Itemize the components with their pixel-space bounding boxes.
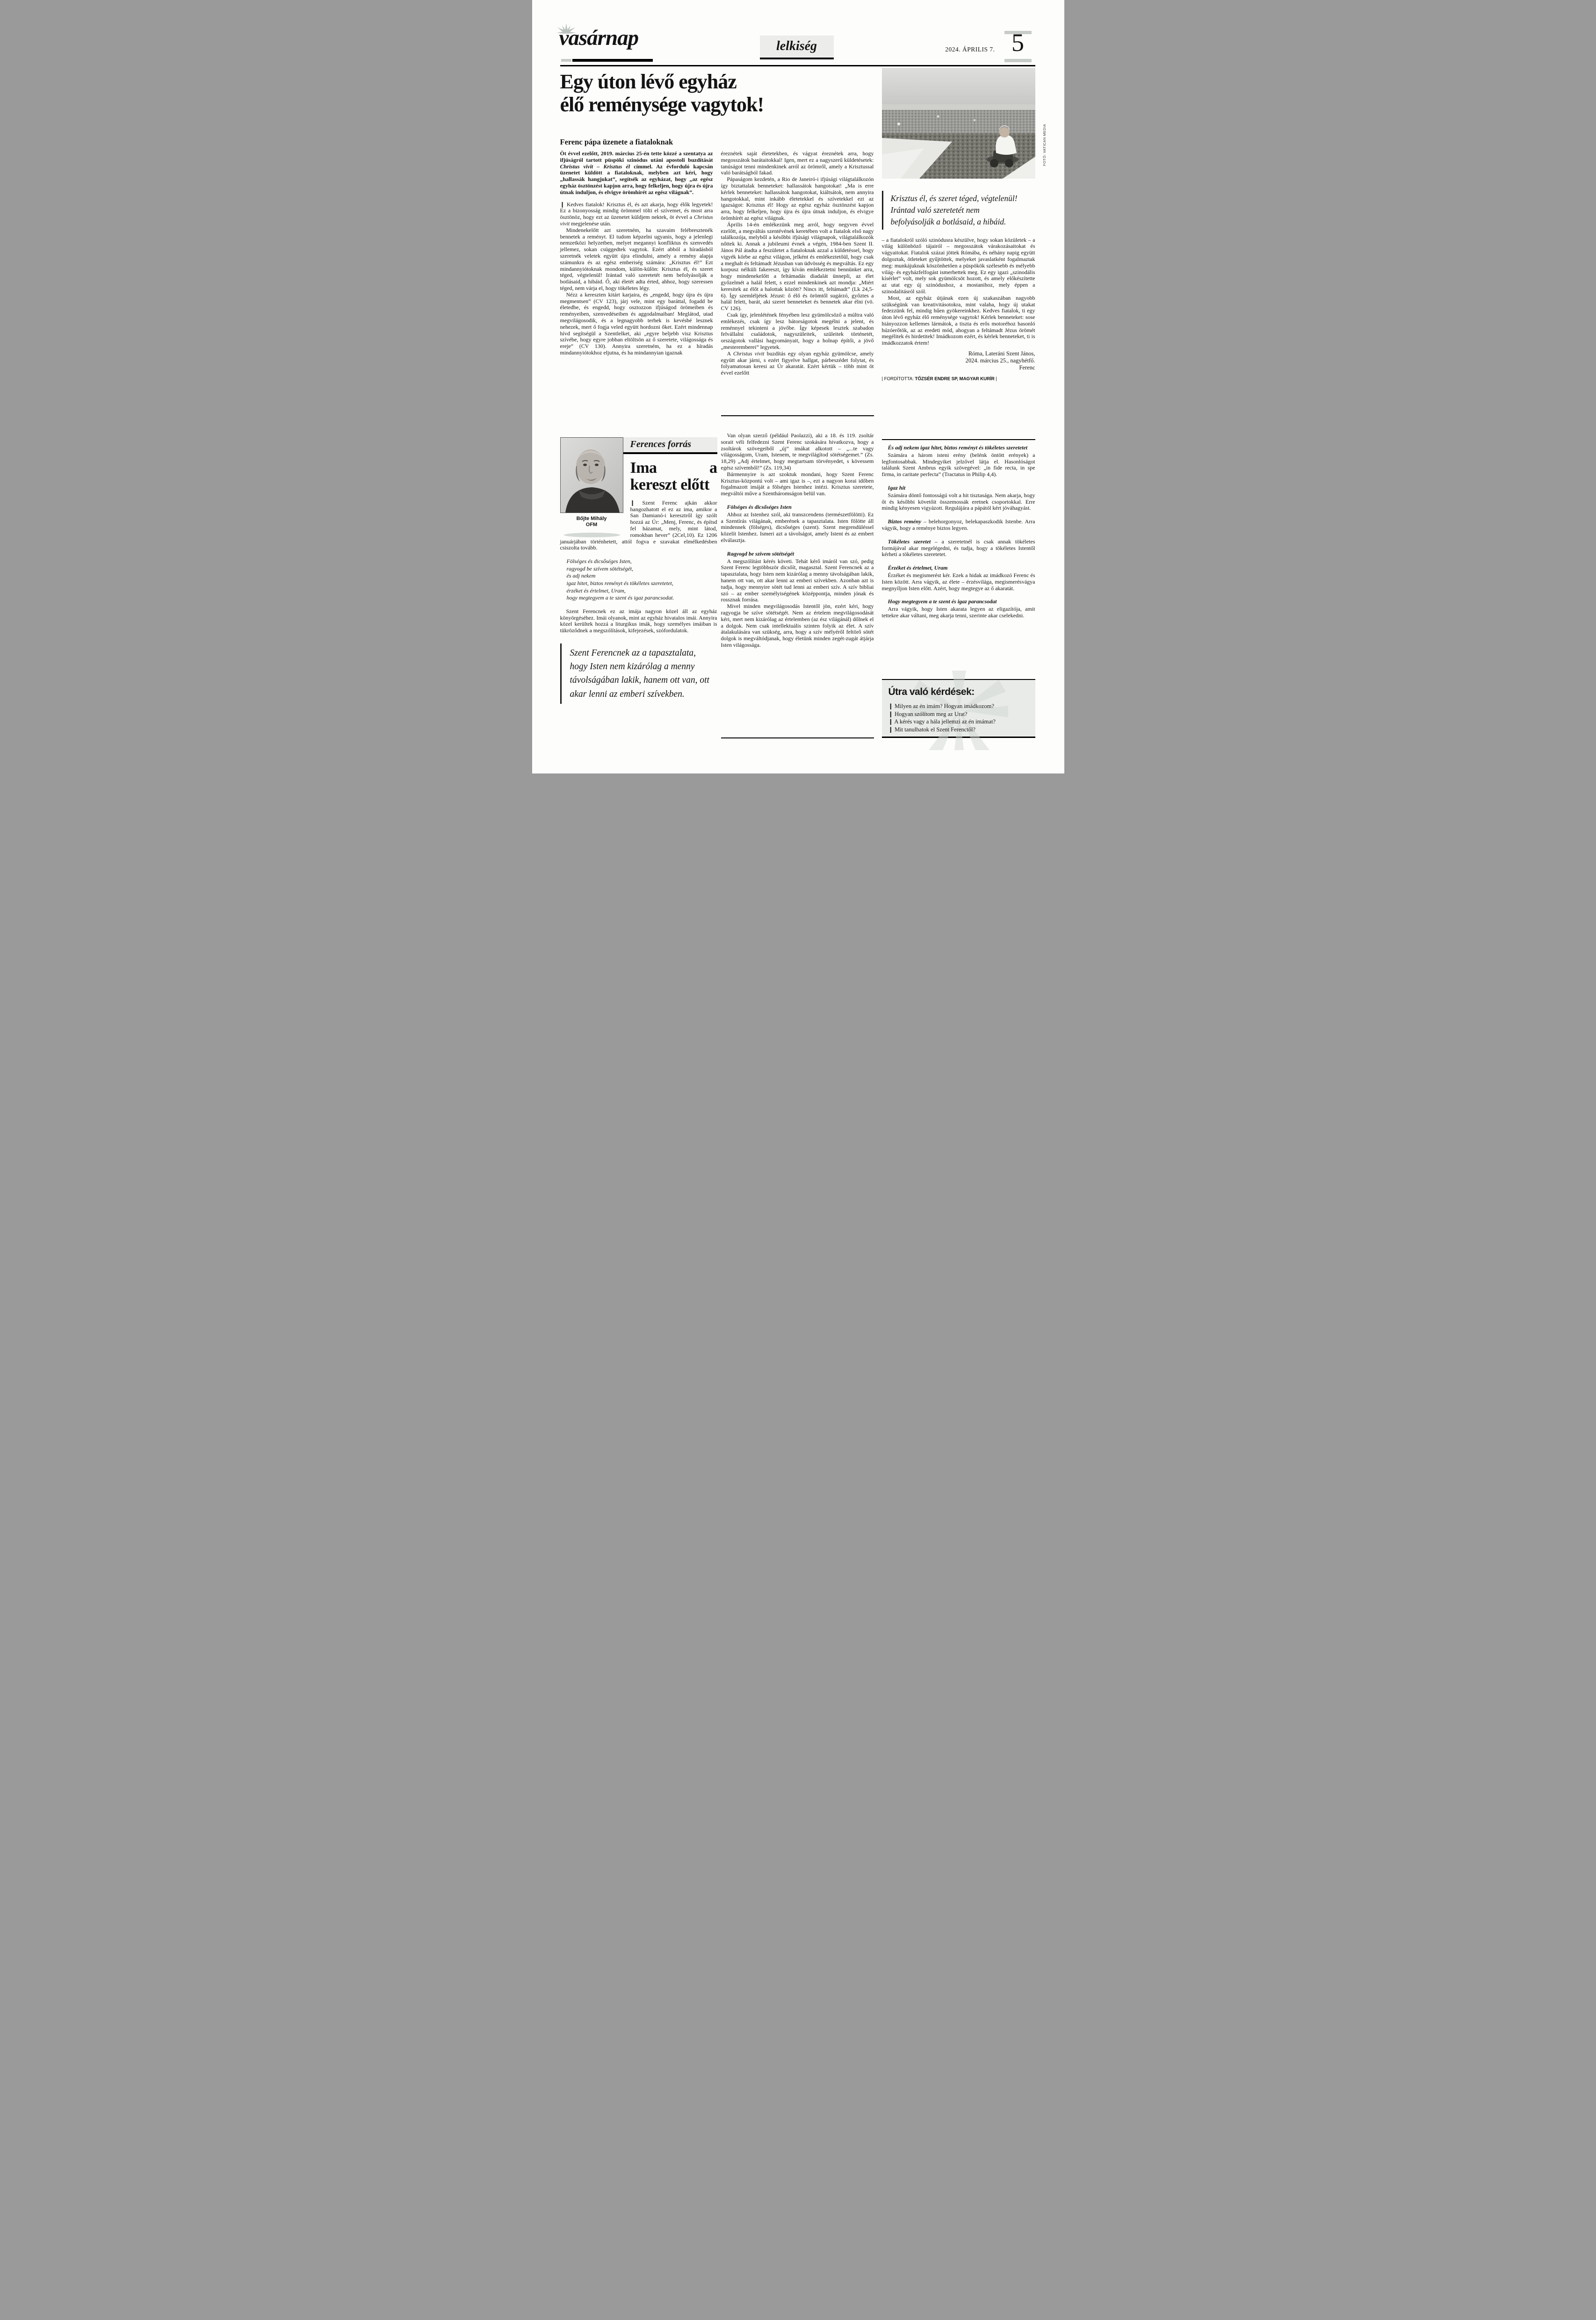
subheading: Érzéket és értelmet, Uram xyxy=(888,564,948,571)
paragraph: Arra vágyik, hogy Isten akarata legyen az eligazítója, amit tettekre akar váltani, meg akarja tenni, szerinte akar cselekedni. xyxy=(881,606,1035,619)
bottom-article-column-1 xyxy=(560,437,717,765)
author-name: Bőjte Mihály xyxy=(576,516,607,521)
paragraph: Tökéletes szeretet – a szeretetnél is csak annak tökéletes formájával akar megelégedni, és tudja, hogy a tökéletes Istentől kérheti a tökéletes szeretetet. xyxy=(881,538,1035,558)
issue-date: 2024. ÁPRILIS 7. xyxy=(945,46,995,53)
kicker-ferences-forras: Ferences forrás xyxy=(560,437,717,454)
questions-box xyxy=(882,679,1035,738)
paragraph: – a fiatalokról szóló szinódusra készülve, hogy sokan közületek – a világ különböző tájairól – megosszátok várakozásaitokat és vágyaitokat. Fiatalok százai jöttek Rómába, és néhány napig együtt dolgoztak, ötleteket gyűjtöttek, melyeket javaslatként fogalmaztak meg: munkájuknak köszönhetően a püspökök szélesebb és mélyebb világ- és egyházfelfogást ismerhettek meg. Ez egy igazi „szinodális kísérlet” volt, mely sok gyümölcsöt hozott, és amely előkészítette az utat egy új szinódushoz, a mostanihoz, mely éppen a szinodalitásról szól. xyxy=(881,236,1035,295)
paragraph: Pápaságom kezdetén, a Rio de Janeiró-i ifjúsági világtalálkozón így biztattalak benneteket: hallassátok hangotokat! „Ma is erre kérlek benneteket: hallassátok hangotokat, kiáltsátok, nem annyira hangotokkal, mint inkább életetekkel és szívetekkel ezt az igazságot: Krisztus él! Hogy az egész egyház ösztönzést kapjon arra, hogy felkeljen, hogy újra és újra útnak induljon, és elvigye örömhírét az egész világnak. xyxy=(721,176,874,221)
paragraph: Mindenekelőtt azt szeretném, ha szavaim felébresztenék bennetek a reményt. El tudom képzelni ugyanis, hogy a jelenlegi nemzetközi helyzetben, melyet megannyi konfliktus és szenvedés jellemez, sokan csüggedtek vagytok. Ezért abból a híradásból szeretnék veletek együtt újra elindulni, amely a remény alapja számunkra és az egész emberiség számára: „Krisztus él!” Ezt mindannyiótoknak mondom, külön-külön: Krisztus él, és szeret téged, végtelenül! Irántad való szeretetét nem befolyásolják a botlásaid, a hibáid. Ő, aki életét adta érted, ahhoz, hogy szeressen téged, nem várja el, hogy tökéletes légy. xyxy=(560,226,713,291)
subheading: Hogy megtegyem a te szent és igaz parancsodat xyxy=(888,598,997,605)
question-item: ❙ A kérés vagy a hála jellemzi az én imámat? xyxy=(888,718,996,725)
prayer-line: hogy megtegyem a te szent és igaz parancsodat. xyxy=(566,594,674,601)
headline-line2: élő reménysége vagytok! xyxy=(560,93,764,116)
paragraph: Nézz a kereszten kitárt karjaira, és „engedd, hogy újra és újra megmentsen” (CV 123), járj vele, mint egy baráttal, fogadd be életedbe, és engedd, hogy osztozzon ifjúságod örömeiben és reményeiben, szenvedéseiben és aggodalmaiban! Meglátod, utad megvilágosodik, és a legnagyobb terhek is kevésbé lesznek nehezek, mert ő fogja veled együtt hordozni őket. Ezért mindennap hívd segítségül a Szentlelket, aki „egyre beljebb visz Krisztus szívébe, hogy egyre jobban eltöltsön az ő szeretete, világossága és ereje” (CV 130). Annyira szeretném, ha ez a híradás mindannyiótokhoz eljutna, és ha mindannyian igaznak xyxy=(560,291,713,356)
top-article-column-2 xyxy=(721,151,874,412)
bottom-article-title: Ima a kereszt előtt xyxy=(630,459,717,493)
author-portrait-illustration xyxy=(561,438,623,513)
paragraph: Ahhoz az Istenhez szól, aki transzcendens (természetfölötti). Ez a Szentírás világának, emberének a tapasztalata. Isten fölötte áll mindennek (fölséges), dicsőséges (szent). Szent megrendüléssel közelít Istenhez. Ismeri azt a távolságot, amely Istent és az embert elválasztja. xyxy=(721,511,874,543)
page-number-bar-bottom xyxy=(1004,59,1032,62)
article-subhead: Ferenc pápa üzenete a fiataloknak xyxy=(560,137,673,146)
column2-bottom-rule xyxy=(721,737,874,738)
section-underline xyxy=(760,58,834,59)
signature-block xyxy=(882,350,1035,371)
section-label-text: lelkiség xyxy=(776,39,817,53)
paragraph: A megszólítást kérés követi. Tehát kérő imáról van szó, pedig Szent Ferenc legtöbbször dicsőít, magasztal. Szent Ferencnek az a tapasztalata, hogy Isten nem kizárólag a menny távolságában lakik, hanem ott van, ott akar lenni az emberi szívekben. Azonban azt is tudja, hogy mennyire sötét tud lenni az emberi szív. A szív bibliai szó – az ember személyiségének középpontja, minden jónak és rossznak forrása. xyxy=(721,557,874,603)
paragraph: éreznétek saját életetekben, és vágyat éreznétek arra, hogy megosszátok barátaitokkal! Igen, mert ez a nagyszerű küldetésetek: tanúságot tenni mindenkinek arról az örömről, amely a Krisztussal való barátságból fakad. xyxy=(721,150,874,176)
paragraph: Biztos remény – belehorgonyoz, belekapaszkodik Istenbe. Arra vágyik, hogy a reménye biztos legyen. xyxy=(881,518,1035,531)
prayer-line: és adj nekem xyxy=(566,572,596,579)
subheading: Ragyogd be szívem sötétségét xyxy=(727,550,794,557)
bottom-article-column-3 xyxy=(882,445,1035,676)
paragraph: Csak így, jelenlétének fényében lesz gyümölcsöző a múltra való emlékezés, csak így lesz bátorságotok megélni a jelent, és reménnyel tekinteni a jövőbe. Így képesek lesztek szabadon felvállalni családotok, nagyszüleitek, szüleitek történetét, országotok vallási hagyományait, hogy a holnap építői, a jövő „mesteremberei” legyetek. xyxy=(721,311,874,350)
prayer-text xyxy=(567,558,717,602)
translator-credit: | FORDÍTOTTA: TŐZSÉR ENDRE SP, MAGYAR KURÍR | xyxy=(881,376,997,382)
headline-line1: Egy úton lévő egyház xyxy=(560,70,737,93)
photo-credit: FOTÓ: VATICAN MEDIA xyxy=(1042,124,1047,166)
top-article-column-1 xyxy=(560,151,713,436)
masthead: vasárnap xyxy=(559,26,639,50)
pull-quote-bottom: Szent Ferencnek az a tapasztalata, hogy Isten nem kizárólag a menny távolságában lakik, hanem ott van, ott akar lenni az emberi szívekben. xyxy=(560,643,717,704)
header-rule xyxy=(560,65,1035,66)
author-order: OFM xyxy=(585,522,598,528)
prayer-line: ragyogd be szívem sötétségét, xyxy=(566,565,634,572)
paragraph: A Christus vivit buzdítás egy olyan egyház gyümölcse, amely együtt akar járni, s ezért figyelve hallgat, párbeszédet folytat, és folyamatosan keresi az Úr akaratát. Ezért kértük – több mint öt évvel ezelőtt xyxy=(721,350,874,376)
question-item: ❙ Milyen az én imám? Hogyan imádkozom? xyxy=(888,703,994,709)
author-caption xyxy=(560,516,623,528)
paragraph: Április 14-én emlékezünk meg arról, hogy negyven évvel ezelőtt, a megváltás szentévének keretében volt a fiatalok első nagy találkozója, melyből a későbbi ifjúsági világnapok, világtalálkozók nőttek ki. Annak a jubileumi évnek a végén, 1984-ben Szent II. János Pál átadta a feszületet a fiataloknak azzal a küldetéssel, hogy vigyék körbe az egész világon, jelként és emlékeztetőül, hogy csak a meghalt és feltámadt Jézusban van üdvösség és megváltás. Ez egy korpusz nélküli fakereszt, így kíván emlékeztetni bennünket arra, hogy mindenekelőtt a feltámadás diadalát ünnepli, az élet győzelmét a halál felett, s ezzel mindenkinek azt mondja: „Miért keresitek az élőt a halottak között? Nincs itt, feltámadt” (Lk 24,5-6). Így szemléljétek Jézust: ő élő és örömtől sugárzó, győztes a halál felett, barát, aki szeret benneteket és bennetek akar élni (vö. CV 126). xyxy=(721,221,874,312)
section-label xyxy=(760,36,834,57)
pope-crowd-photo xyxy=(882,68,1047,179)
question-item: ❙ Mit tanulhatok el Szent Ferenctől? xyxy=(888,726,975,733)
column3-section-rule xyxy=(882,439,1035,440)
caption-shadow xyxy=(564,533,620,537)
subheading: Igaz hit xyxy=(888,484,906,491)
paragraph: Szent Ferencnek ez az imája nagyon közel áll az egyház könyörgéséhez. Imái olyanok, mint az egyház hivatalos imái. Annyira közel kerültek hozzá a liturgikus imák, hogy személyes imáiban is tükröződnek a megszólítások, kifejezések, szófordulatok. xyxy=(560,607,717,634)
question-item: ❙ Hogyan szólítom meg az Urat? xyxy=(888,710,968,717)
pull-quote: Krisztus él, és szeret téged, végtelenül! Irántad való szeretetét nem befolyásolják a botlásaid, a hibáid. xyxy=(882,191,1035,230)
crowd-scene-illustration xyxy=(882,68,1035,179)
column2-section-rule xyxy=(721,415,874,416)
masthead-underline xyxy=(572,59,653,62)
page-number: 5 xyxy=(1011,29,1024,57)
paragraph: Számára döntő fontosságú volt a hit tisztasága. Nem akarja, hogy őt és későbbi követőit összemossák eretnek csoportokkal. Erre mindig kényesen vigyázott. Regulájára a pápától kért jóváhagyást. xyxy=(881,491,1035,512)
newspaper-page xyxy=(532,0,1064,773)
signature-place: Róma, Lateráni Szent János, xyxy=(968,350,1035,357)
lead-paragraph: Öt évvel ezelőtt, 2019. március 25-én tette közzé a szentatya az ifjúságról tartott püspöki szinódus utáni apostoli buzdítását Christus vivit – Krisztus él címmel. Az évforduló kapcsán üzenetet küldött a fiataloknak, melyben azt kéri, hogy „hallassák hangjukat”, segítsék az egyházat, hogy „az egész egyház ösztönzést kapjon arra, hogy felkeljen, hogy újra és újra útnak induljon, és elvigye örömhírét az egész világnak”. xyxy=(560,150,713,195)
paragraph: ❙ Szent Ferenc ajkán akkor hangozhatott el ez az ima, amikor a San Damianó-i keresztről így szólt hozzá az Úr: „Menj, Ferenc, és építsd fel házamat, mely, mint látod, romokban hever” (2Cel,10). Ez 1206 januárjában történhetett, attól fogva e szavakat elmélkedésben csiszolta tovább. xyxy=(560,499,717,551)
paragraph: Érzéket és megismerést kér. Ezek a hidak az imádkozó Ferenc és Isten között. Arra vágyik, az élete – érzésvilága, megismerésvágya megnyíljon Isten előtt. Azért, hogy megtegye az ő akaratát. xyxy=(881,571,1035,592)
subheading: Fölséges és dicsőséges Isten xyxy=(727,503,792,510)
bottom-article-column-2 xyxy=(721,433,874,734)
paragraph: Mivel minden megvilágosodás Istentől jön, ezért kéri, hogy ragyogja be szíve sötétségét. Nem az értelem megvilágosodását kéri, mert nem kizárólag az értelemben (az ész világánál) dőlnek el a dolgok. Nem csak intellektuális szinten folyik az élet. A szív átalakulására van szükség, arra, hogy a szív mélyéről feltörő sötét dolgok is megváltódjanak, hogy életünk minden zegét-zugát átjárja Isten világossága. xyxy=(721,603,874,648)
paragraph: Számára a három isteni erény (belénk öntött erények) a legfontosabbak. Mindegyiket jelzővel látja el. Hasonlóságot találunk Szent Ambrus egyik szövegével: „in fide recta, in spe firma, in caritate perfecta” (Tractatus in Philip 4,4). xyxy=(881,451,1035,478)
main-headline xyxy=(560,70,869,116)
paragraph: ❙ Kedves fiatalok! Krisztus él, és azt akarja, hogy élők legyetek! Ez a bizonyosság mindig örömmel tölti el szívemet, és most arra ösztönöz, hogy ezt az üzenetet küldjem nektek, öt évvel a Christus vivit megjelenése után. xyxy=(560,201,713,227)
signature-name: Ferenc xyxy=(1019,364,1035,371)
paragraph: Van olyan szerző (például Paolazzi), aki a 18. és 119. zsoltár sorait véli felfedezni Szent Ferenc szokására hivatkozva, hogy a zsoltárok szövegeiből „új” imákat alkotott – „...te vagy világosságom, Uram, Istenem, te megvilágítod sötétségemet.” (Zs. 18,29) „Adj értelmet, hogy megtartsam törvényedet, s kövessem egész szívemből!” (Zs. 119,34) xyxy=(721,432,874,471)
author-photo xyxy=(560,437,623,513)
prayer-line: érzéket és értelmet, Uram, xyxy=(566,587,626,594)
paragraph: Bármennyire is azt szoktuk mondani, hogy Szent Ferenc Krisztus-központú volt – ami igaz is –, ezt a nagyon korai időben fogalmazott imáját a fölséges Istenhez intézi. Krisztus szeretete, megváltói műve a Szentháromságon belül van. xyxy=(721,470,874,497)
author-photo-block xyxy=(560,437,630,537)
prayer-line: igaz hitet, biztos reményt és tökéletes szeretetet, xyxy=(566,579,673,586)
subheading: És adj nekem igaz hitet, biztos reményt és tökéletes szeretetet xyxy=(888,444,1028,451)
prayer-line: Fölséges és dicsőséges Isten, xyxy=(566,558,632,565)
signature-date: 2024. március 25., nagyhétfő. xyxy=(965,357,1035,364)
questions-box-title: Útra való kérdések: xyxy=(888,687,975,697)
top-article-column-3 xyxy=(881,68,1047,437)
masthead-underline-gray xyxy=(561,59,571,62)
paragraph: Most, az egyház útjának ezen új szakaszában nagyobb szükségünk van kreativitásotokra, mint valaha, hogy új utakat fedezzünk fel, mindig hűen gyökereinkhez. Kedves fiatalok, ti egy úton lévő egyház élő reménysége vagytok! Kérlek benneteket: sose hiányozzon kellemes lármátok, a tiszta és erős motoréhoz hasonló húzóerőtök, az az eredeti mód, ahogyan a feltámadt Jézus örömét megélitek és hirdetitek! Imádkozom ezért, és kérlek benneteket, ti is imádkozzatok értem! xyxy=(881,294,1035,347)
